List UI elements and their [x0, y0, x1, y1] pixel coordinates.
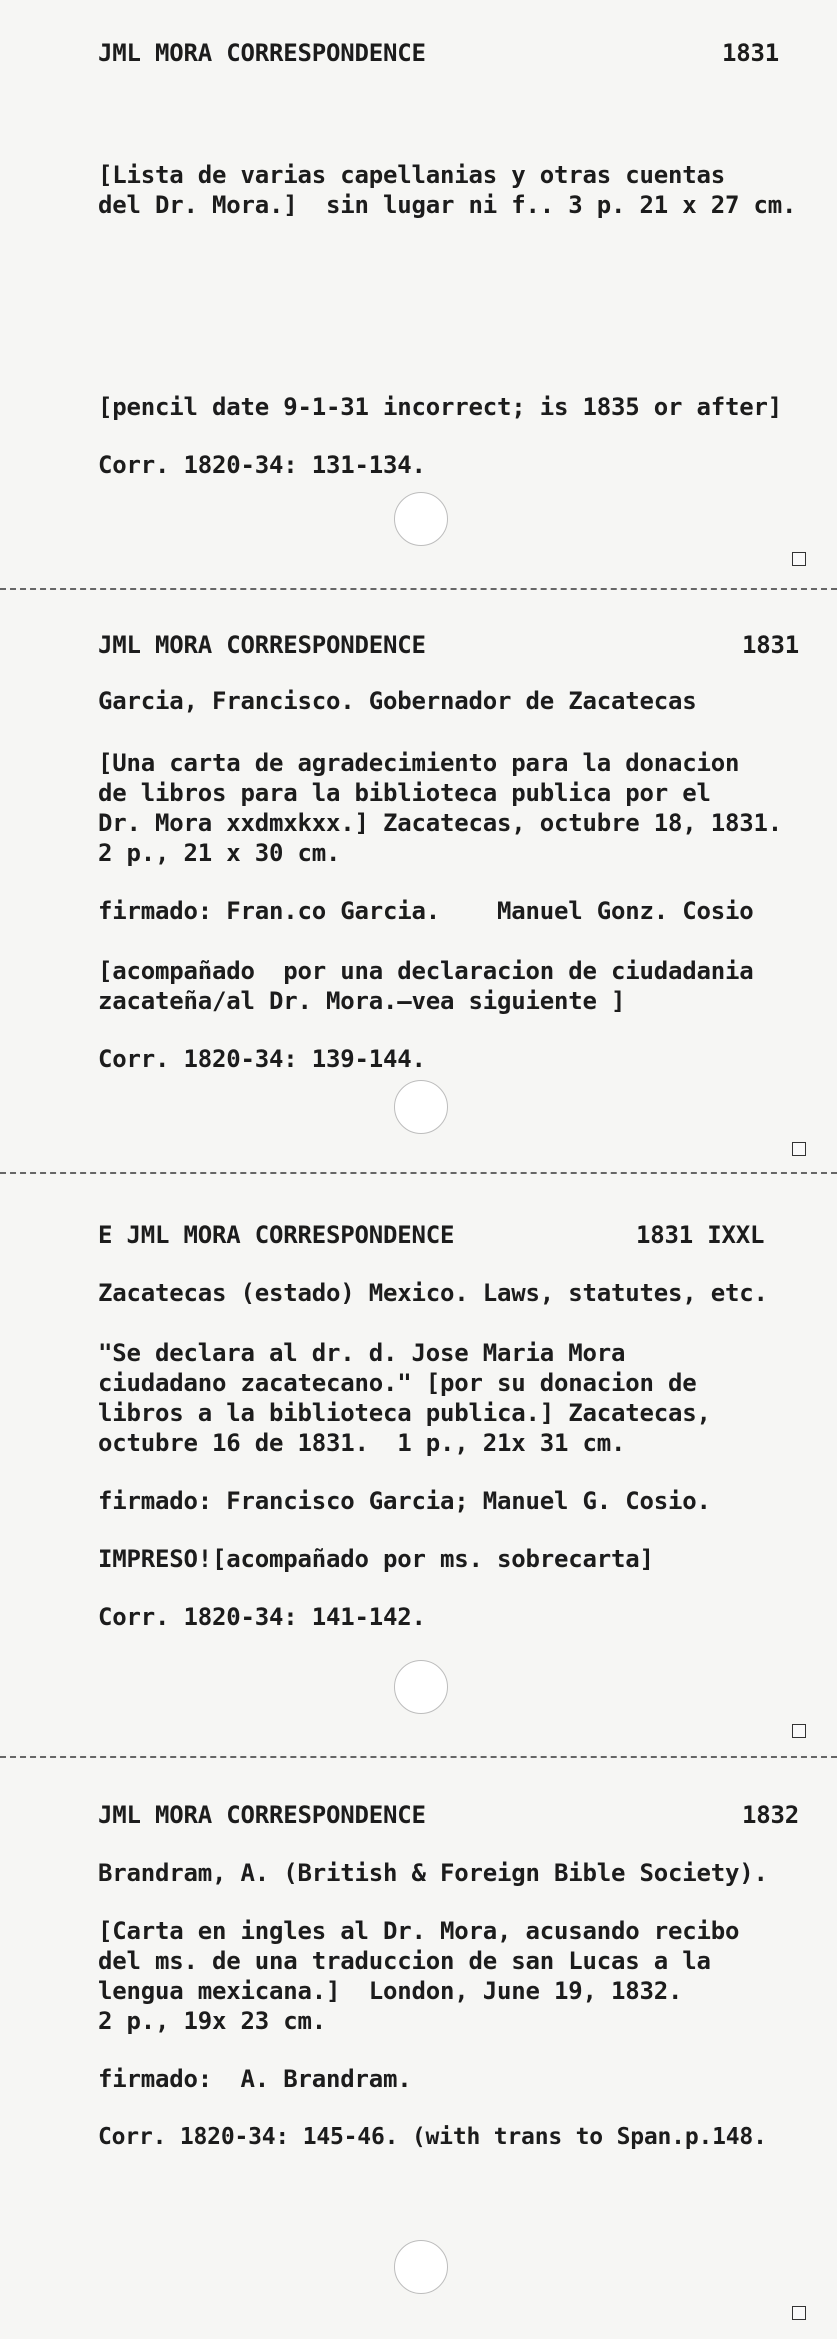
card-year: 1831	[742, 631, 799, 659]
card-reference-line: Corr. 1820-34: 141-142.	[98, 1603, 426, 1631]
card-year: 1831 IXXL	[636, 1221, 765, 1249]
card-reference-line: Corr. 1820-34: 131-134.	[98, 451, 426, 479]
card-author-line: Zacatecas (estado) Mexico. Laws, statutes, etc.	[98, 1279, 768, 1307]
card-note-line: zacateña/al Dr. Mora.—vea siguiente ]	[98, 987, 626, 1015]
card-header: JML MORA CORRESPONDENCE	[98, 39, 426, 67]
card-author-line: Garcia, Francisco. Gobernador de Zacatecas	[98, 687, 697, 715]
card-text-line: 2 p., 21 x 30 cm.	[98, 839, 341, 867]
card-text-line: [Lista de varias capellanias y otras cuentas	[98, 161, 725, 189]
card-text-line: lengua mexicana.] London, June 19, 1832.	[98, 1977, 683, 2005]
card-note-line: [pencil date 9-1-31 incorrect; is 1835 or after]	[98, 393, 782, 421]
card-author-line: Brandram, A. (British & Foreign Bible Society).	[98, 1859, 768, 1887]
card-text-line: libros a la biblioteca publica.] Zacatecas,	[98, 1399, 711, 1427]
corner-box	[792, 1142, 806, 1156]
card-reference-line: Corr. 1820-34: 145-46. (with trans to Span.p.148.	[98, 2124, 767, 2150]
punch-hole	[394, 1660, 448, 1714]
card-year: 1832	[742, 1801, 799, 1829]
card-header: JML MORA CORRESPONDENCE	[98, 631, 426, 659]
catalog-card-4	[0, 1758, 837, 2339]
card-text-line: Dr. Mora xxdmxkxx.] Zacatecas, octubre 18, 1831.	[98, 809, 782, 837]
punch-hole	[394, 1080, 448, 1134]
card-year: 1831	[722, 39, 779, 67]
corner-box	[792, 1724, 806, 1738]
catalog-card-3	[0, 1174, 837, 1754]
corner-box	[792, 2306, 806, 2320]
card-text-line: del Dr. Mora.] sin lugar ni f.. 3 p. 21 x 27 cm.	[98, 191, 797, 219]
card-note-line: [acompañado por una declaracion de ciudadania	[98, 957, 754, 985]
card-signature-line: firmado: Francisco Garcia; Manuel G. Cosio.	[98, 1487, 711, 1515]
card-signature-line: firmado: Fran.co Garcia. Manuel Gonz. Cosio	[98, 897, 754, 925]
card-text-line: del ms. de una traduccion de san Lucas a la	[98, 1947, 711, 1975]
punch-hole	[394, 2240, 448, 2294]
catalog-card-1	[0, 0, 837, 588]
card-text-line: de libros para la biblioteca publica por el	[98, 779, 711, 807]
punch-hole	[394, 492, 448, 546]
card-text-line: ciudadano zacatecano." [por su donacion de	[98, 1369, 697, 1397]
card-text-line: "Se declara al dr. d. Jose Maria Mora	[98, 1339, 626, 1367]
card-header: E JML MORA CORRESPONDENCE	[98, 1221, 455, 1249]
catalog-card-2	[0, 590, 837, 1170]
card-header: JML MORA CORRESPONDENCE	[98, 1801, 426, 1829]
card-reference-line: Corr. 1820-34: 139-144.	[98, 1045, 426, 1073]
card-signature-line: firmado: A. Brandram.	[98, 2065, 412, 2093]
card-text-line: 2 p., 19x 23 cm.	[98, 2007, 326, 2035]
card-note-line: IMPRESO![acompañado por ms. sobrecarta]	[98, 1545, 654, 1573]
card-text-line: [Carta en ingles al Dr. Mora, acusando recibo	[98, 1917, 740, 1945]
card-text-line: [Una carta de agradecimiento para la donacion	[98, 749, 740, 777]
corner-box	[792, 552, 806, 566]
card-text-line: octubre 16 de 1831. 1 p., 21x 31 cm.	[98, 1429, 626, 1457]
